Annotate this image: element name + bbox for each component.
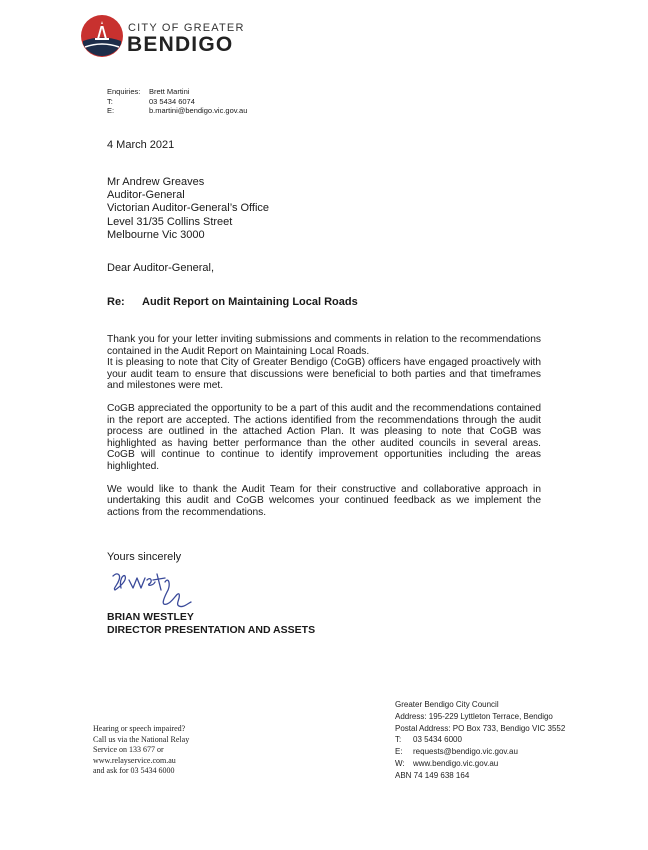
subject-line: [107, 296, 358, 308]
footer-contact-label: W:: [395, 758, 405, 768]
body-paragraph: Thank you for your letter inviting submissions and comments in relation to the recommendations contained in the Audit Report on Maintaining Local Roads.: [107, 334, 541, 357]
footer-contact-label: E:: [395, 747, 403, 757]
relay-line: Call us via the National Relay: [93, 734, 190, 744]
relay-link[interactable]: www.relayservice.com.au: [93, 755, 176, 765]
enquiries-label: Enquiries:: [107, 87, 141, 96]
enquiries-contact: Brett Martini: [149, 87, 190, 96]
council-address: Address: 195-229 Lyttleton Terrace, Bendigo: [395, 711, 553, 721]
body-paragraph: CoGB appreciated the opportunity to be a part of this audit and the recommendations contained in the report are accepted. The actions identified from the recommendations through the audit process are outlined in the attached Action Plan. It was pleasing to note that CoGB was highlighted as having better performance than the other audited councils in several areas. CoGB will continue to continue to identify improvement opportunities including the areas highlighted.: [107, 402, 541, 472]
council-postal: Postal Address: PO Box 733, Bendigo VIC 3552: [395, 723, 566, 733]
brand-line1: CITY OF GREATER: [128, 22, 245, 34]
footer-contact-row: [395, 746, 565, 758]
signatory-block: [107, 611, 315, 637]
footer-phone: 03 5434 6000: [413, 735, 462, 745]
enquiries-phone: 03 5434 6074: [149, 96, 195, 106]
relay-line: Service on 133 677 or: [93, 745, 164, 755]
enquiries-email[interactable]: b.martini@bendigo.vic.gov.au: [149, 106, 248, 115]
footer-email[interactable]: requests@bendigo.vic.gov.au: [413, 747, 518, 757]
recipient-address: [107, 176, 269, 242]
enquiries-block: [107, 87, 247, 116]
council-contact-footer: [395, 699, 565, 782]
signature-image: [107, 566, 197, 610]
letter-body: [107, 334, 541, 518]
enquiries-label: E:: [107, 106, 115, 115]
body-paragraph: We would like to thank the Audit Team for their constructive and collaborative approach in undertaking this audit and CoGB welcomes your continued feedback as we implement the actions from the recommendations.: [107, 483, 541, 518]
body-paragraph: It is pleasing to note that City of Greater Bendigo (CoGB) officers have engaged proactively with your audit team to ensure that discussions were beneficial to both parties and that timeframes and milestones were met.: [107, 357, 541, 392]
footer-contact-row: [395, 758, 565, 770]
letter-date: 4 March 2021: [107, 139, 175, 151]
relay-line: and ask for 03 5434 6000: [93, 766, 175, 776]
enquiries-label: T:: [107, 96, 113, 106]
address-line: Level 31/35 Collins Street: [107, 215, 233, 228]
signatory-title: DIRECTOR PRESENTATION AND ASSETS: [107, 624, 316, 636]
council-abn: ABN 74 149 638 164: [395, 770, 470, 780]
signatory-name: BRIAN WESTLEY: [107, 611, 194, 623]
address-line: Mr Andrew Greaves: [107, 176, 205, 188]
enquiries-row: [107, 87, 247, 97]
subject-text: Audit Report on Maintaining Local Roads: [142, 296, 358, 308]
closing: Yours sincerely: [107, 551, 182, 563]
salutation: Dear Auditor-General,: [107, 262, 214, 274]
address-line: Melbourne Vic 3000: [107, 228, 205, 241]
bendigo-logo-icon: [80, 14, 124, 58]
council-logo: [80, 14, 250, 58]
footer-contact-row: [395, 734, 565, 746]
address-line: Victorian Auditor-General’s Office: [107, 202, 270, 215]
brand-line2: BENDIGO: [127, 33, 234, 56]
relay-service-note: [93, 724, 189, 777]
subject-label: Re:: [107, 296, 125, 308]
footer-website[interactable]: www.bendigo.vic.gov.au: [413, 758, 499, 768]
address-line: Auditor-General: [107, 189, 185, 202]
council-name: Greater Bendigo City Council: [395, 700, 499, 709]
relay-line: Hearing or speech impaired?: [93, 724, 186, 733]
enquiries-row: [107, 106, 247, 116]
footer-contact-label: T:: [395, 735, 402, 745]
enquiries-row: [107, 97, 247, 107]
